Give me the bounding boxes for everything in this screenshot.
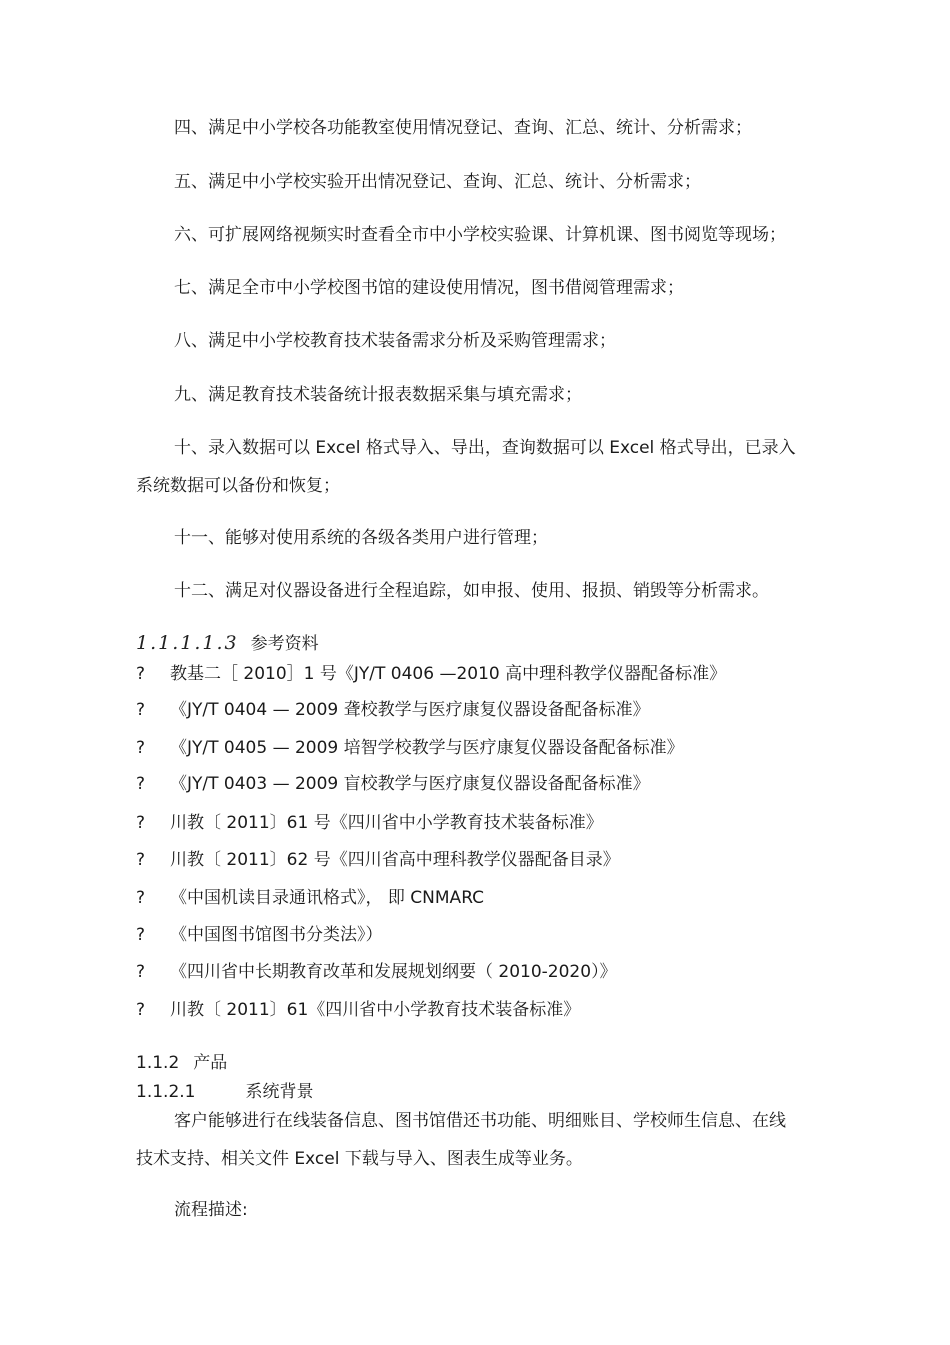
reference-text: 《JY/T 0405 — 2009 培智学校教学与医疗康复仪器设备配备标准》 — [170, 738, 684, 758]
reference-text: 《中国机读目录通讯格式》， 即 CNMARC — [170, 888, 485, 908]
background-paragraph-line-2: 技术支持、相关文件 Excel 下载与导入、图表生成等业务。 — [136, 1149, 583, 1169]
reference-item — [136, 812, 603, 834]
reference-item — [136, 961, 617, 983]
reference-item — [136, 737, 684, 759]
requirement-item-11: 十一、能够对使用系统的各级各类用户进行管理； — [174, 528, 548, 548]
requirement-item-5: 五、满足中小学校实验开出情况登记、查询、汇总、统计、分析需求； — [174, 172, 701, 192]
subsection-number: 1.1.2.1 — [136, 1082, 196, 1102]
requirement-item-12: 十二、满足对仪器设备进行全程追踪，如申报、使用、报损、销毁等分析需求。 — [174, 581, 769, 601]
section-heading — [136, 1052, 227, 1074]
requirement-item-4: 四、满足中小学校各功能教室使用情况登记、查询、汇总、统计、分析需求； — [174, 118, 752, 138]
requirement-item-10: 十、录入数据可以 Excel 格式导入、导出，查询数据可以 Excel 格式导出，已录入 — [174, 438, 796, 458]
requirement-item-7: 七、满足全市中小学校图书馆的建设使用情况，图书借阅管理需求； — [174, 278, 684, 298]
reference-text: 川教〔 2011〕61 号《四川省中小学教育技术装备标准》 — [170, 813, 603, 833]
heading-number: 1.1.1.1.3 — [136, 632, 239, 654]
references-heading — [136, 632, 319, 655]
bullet-glyph: ? — [136, 813, 146, 833]
requirement-item-6: 六、可扩展网络视频实时查看全市中小学校实验课、计算机课、图书阅览等现场； — [174, 225, 786, 245]
subsection-label: 系统背景 — [245, 1082, 314, 1102]
bullet-glyph: ? — [136, 664, 146, 684]
reference-item — [136, 887, 484, 909]
reference-item — [136, 773, 650, 795]
heading-label: 参考资料 — [250, 634, 319, 654]
reference-item — [136, 699, 650, 721]
flow-description-label: 流程描述: — [174, 1200, 248, 1220]
reference-text: 川教〔 2011〕61《四川省中小学教育技术装备标准》 — [170, 1000, 581, 1020]
bullet-glyph: ? — [136, 700, 146, 720]
bullet-glyph: ? — [136, 925, 146, 945]
requirement-item-8: 八、满足中小学校教育技术装备需求分析及采购管理需求； — [174, 331, 616, 351]
requirement-item-9: 九、满足教育技术装备统计报表数据采集与填充需求； — [174, 385, 582, 405]
bullet-glyph: ? — [136, 738, 146, 758]
reference-text: 《中国图书馆图书分类法》） — [170, 925, 383, 945]
reference-item — [136, 999, 580, 1021]
reference-text: 教基二［ 2010］1 号《JY/T 0406 —2010 高中理科教学仪器配备标准》 — [170, 664, 727, 684]
section-label: 产品 — [193, 1053, 228, 1073]
reference-item — [136, 663, 726, 685]
reference-item — [136, 924, 383, 946]
reference-text: 川教〔 2011〕62 号《四川省高中理科教学仪器配备目录》 — [170, 850, 620, 870]
bullet-glyph: ? — [136, 962, 146, 982]
subsection-heading — [136, 1081, 313, 1103]
background-paragraph-line-1: 客户能够进行在线装备信息、图书馆借还书功能、明细账目、学校师生信息、在线 — [174, 1111, 786, 1131]
requirement-item-10-continued: 系统数据可以备份和恢复； — [136, 476, 340, 496]
section-number: 1.1.2 — [136, 1053, 180, 1073]
bullet-glyph: ? — [136, 1000, 146, 1020]
reference-text: 《JY/T 0404 — 2009 聋校教学与医疗康复仪器设备配备标准》 — [170, 700, 650, 720]
reference-item — [136, 849, 620, 871]
reference-text: 《四川省中长期教育改革和发展规划纲要（ 2010-2020）》 — [170, 962, 617, 982]
bullet-glyph: ? — [136, 850, 146, 870]
bullet-glyph: ? — [136, 888, 146, 908]
reference-text: 《JY/T 0403 — 2009 盲校教学与医疗康复仪器设备配备标准》 — [170, 774, 650, 794]
bullet-glyph: ? — [136, 774, 146, 794]
